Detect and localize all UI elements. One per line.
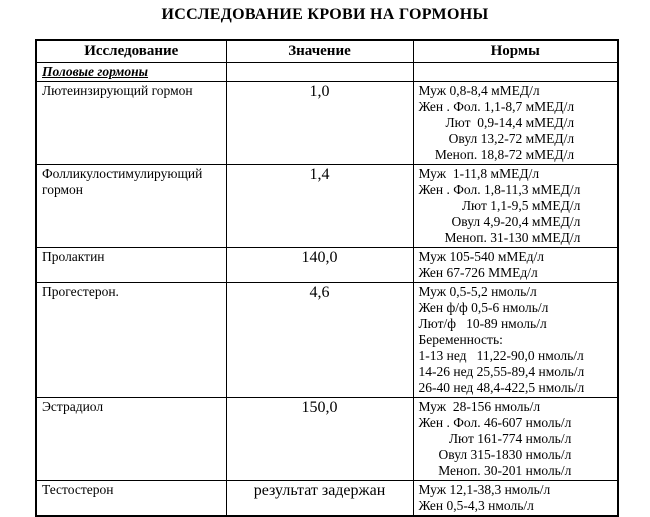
norms-content (419, 249, 544, 281)
section-title: Половые гормоны (36, 63, 226, 82)
column-header-norms: Нормы (413, 40, 618, 63)
norm-line: Меноп. 31-130 мМЕД/л (444, 230, 581, 245)
norms-content (419, 284, 585, 396)
test-norms (413, 398, 618, 481)
test-norms (413, 283, 618, 398)
norm-line: Лют 0,9-14,4 мМЕД/л (445, 115, 575, 130)
norm-line: Жен . Фол. 1,1-8,7 мМЕД/л (418, 99, 575, 114)
norm-line: Муж 12,1-38,3 нмоль/л (418, 482, 551, 497)
test-name: Прогестерон. (36, 283, 226, 398)
header-row (36, 40, 618, 63)
norm-line: Муж 28-156 нмоль/л (418, 399, 541, 414)
document-page (0, 6, 650, 513)
test-norms (413, 248, 618, 283)
norm-line: 1-13 нед 11,22-90,0 нмоль/л (418, 348, 584, 363)
norm-line: Меноп. 18,8-72 мМЕД/л (434, 147, 575, 162)
section-row (36, 63, 618, 82)
column-header-value: Значение (226, 40, 413, 63)
norm-line: Муж 1-11,8 мМЕД/л (418, 166, 540, 181)
table-row-testosterone (36, 481, 618, 517)
norm-line: Лют 161-774 нмоль/л (448, 431, 572, 446)
test-norms (413, 82, 618, 165)
norm-line: Жен 0,5-4,3 нмоль/л (418, 498, 534, 513)
table-row-luteinizing-hormone (36, 82, 618, 165)
norm-line: 26-40 нед 48,4-422,5 нмоль/л (418, 380, 585, 395)
norm-line: Муж 105-540 мМЕд/л (418, 249, 544, 264)
norms-content (419, 399, 572, 479)
norm-line: Лют 1,1-9,5 мМЕД/л (461, 198, 581, 213)
norm-line: Овул 315-1830 нмоль/л (438, 447, 572, 462)
test-norms (413, 481, 618, 517)
norm-line: 14-26 нед 25,55-89,4 нмоль/л (418, 364, 585, 379)
norm-line: Муж 0,5-5,2 нмоль/л (418, 284, 537, 299)
table-row-progesterone (36, 283, 618, 398)
norm-line: Овул 4,9-20,4 мМЕД/л (451, 214, 581, 229)
norm-line: Жен . Фол. 1,8-11,3 мМЕД/л (418, 182, 581, 197)
norms-content (419, 482, 551, 514)
empty-cell (413, 63, 618, 82)
test-name: Пролактин (36, 248, 226, 283)
table-row-estradiol (36, 398, 618, 481)
test-value: 1,4 (226, 165, 413, 248)
norms-content (419, 83, 575, 163)
norm-line: Овул 13,2-72 мМЕД/л (448, 131, 575, 146)
test-value: 150,0 (226, 398, 413, 481)
test-value: результат задержан (226, 481, 413, 517)
norm-line: Беременность: (418, 332, 503, 347)
page-title: ИССЛЕДОВАНИЕ КРОВИ НА ГОРМОНЫ (161, 6, 489, 23)
test-name: Тестостерон (36, 481, 226, 517)
test-name: Лютеинзирующий гормон (36, 82, 226, 165)
test-value: 140,0 (226, 248, 413, 283)
norm-line: Лют/ф 10-89 нмоль/л (418, 316, 547, 331)
hormones-table (35, 39, 619, 517)
table-row-prolactin (36, 248, 618, 283)
norm-line: Жен . Фол. 46-607 нмоль/л (418, 415, 572, 430)
norm-line: Жен ф/ф 0,5-6 нмоль/л (418, 300, 549, 315)
test-value: 4,6 (226, 283, 413, 398)
test-norms (413, 165, 618, 248)
norm-line: Жен 67-726 ММЕд/л (418, 265, 538, 280)
norm-line: Меноп. 30-201 нмоль/л (438, 463, 572, 478)
empty-cell (226, 63, 413, 82)
test-name: Эстрадиол (36, 398, 226, 481)
column-header-test: Исследование (36, 40, 226, 63)
test-value: 1,0 (226, 82, 413, 165)
test-name: Фолликулостимулирующий гормон (36, 165, 226, 248)
norm-line: Муж 0,8-8,4 мМЕД/л (418, 83, 540, 98)
norms-content (419, 166, 581, 246)
table-row-follicle-stimulating-hormone (36, 165, 618, 248)
